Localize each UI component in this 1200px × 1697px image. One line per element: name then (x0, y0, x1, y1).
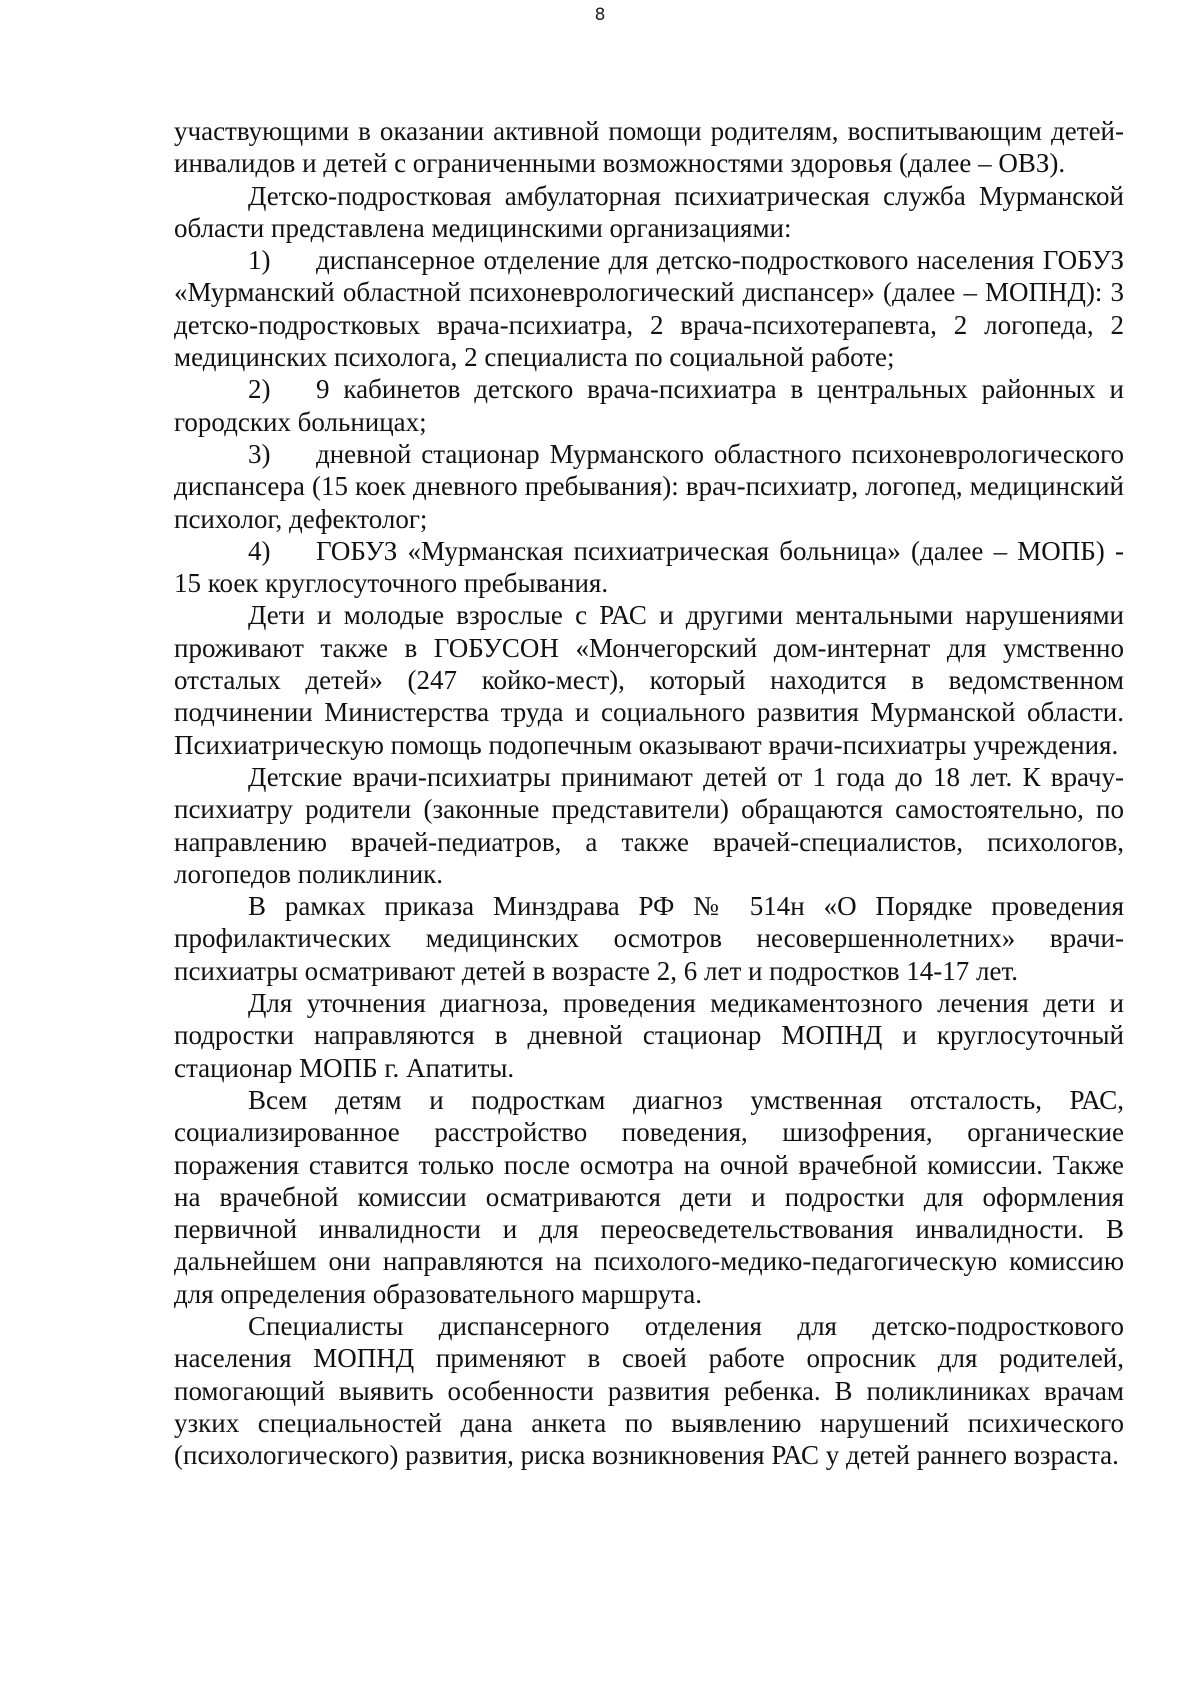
paragraph-order-514n: В рамках приказа Минздрава РФ № 514н «О Порядке проведения профилактических медицинских осмотров несовершеннолетних» врачи-психиатры осматривают детей в возрасте 2, 6 лет и подростков 14-17 лет. (174, 891, 1124, 986)
document-body (174, 115, 1124, 1471)
list-item-number: 1) (248, 245, 271, 276)
paragraph-diagnosis: Для уточнения диагноза, проведения медикаментозного лечения дети и подростки направляются в дневной стационар МОПНД и круглосуточный стационар МОПБ г. Апатиты. (174, 988, 1124, 1083)
paragraph-continuation: участвующими в оказании активной помощи родителям, воспитывающим детей-инвалидов и детей с ограниченными возможностями здоровья (далее – ОВЗ). (174, 116, 1124, 179)
list-item-number: 3) (248, 438, 271, 469)
list-item-2 (174, 373, 1124, 438)
list-item-3 (174, 438, 1124, 535)
paragraph-age-range: Детские врачи-психиатры принимают детей от 1 года до 18 лет. К врачу-психиатру родители (законные представители) обращаются самостоятельно, по направлению врачей-педиатров, а также врачей-специалистов, психологов, логопедов поликлиник. (174, 761, 1124, 889)
page-number: 8 (594, 5, 606, 25)
list-item-4 (174, 535, 1124, 600)
list-item-text: 9 кабинетов детского врача-психиатра в центральных районных и городских больницах; (174, 374, 1124, 437)
paragraph-commission: Всем детям и подросткам диагноз умственная отсталость, РАС, социализированное расстройство поведения, шизофрения, органические поражения ставится только после осмотра на очной врачебной комиссии. Также на врачебной комиссии осматриваются дети и подростки для оформления первичной инвалидности и для переосведетельствования инвалидности. В дальнейшем они направляются на психолого-медико-педагогическую комиссию для определения образовательного маршрута. (174, 1084, 1124, 1309)
list-item-number: 4) (248, 535, 271, 566)
paragraph-service-intro: Детско-подростковая амбулаторная психиатрическая служба Мурманской области представлена медицинскими организациями: (174, 180, 1124, 243)
list-item-1 (174, 244, 1124, 373)
paragraph-questionnaire: Специалисты диспансерного отделения для детско-подросткового населения МОПНД применяют в своей работе опросник для родителей, помогающий выявить особенности развития ребенка. В поликлиниках врачам узких специальностей дана анкета по выявлению нарушений психического (психологического) развития, риска возникновения РАС у детей раннего возраста. (174, 1310, 1124, 1471)
list-item-text: ГОБУЗ «Мурманская психиатрическая больница» (далее – МОПБ) - 15 коек круглосуточного пребывания. (174, 535, 1124, 599)
paragraph-residential: Дети и молодые взрослые с РАС и другими ментальными нарушениями проживают также в ГОБУСОН «Мончегорский дом-интернат для умственно отсталых детей» (247 койко-мест), который находится в ведомственном подчинении Министерства труда и социального развития Мурманской области. Психиатрическую помощь подопечным оказывают врачи-психиатры учреждения. (174, 600, 1124, 760)
list-item-text: диспансерное отделение для детско-подросткового населения ГОБУЗ «Мурманский областной психоневрологический диспансер» (далее – МОПНД): 3 детско-подростковых врача-психиатра, 2 врача-психотерапевта, 2 логопеда, 2 медицинских психолога, 2 специалиста по социальной работе; (174, 245, 1124, 373)
list-item-text: дневной стационар Мурманского областного психоневрологического диспансера (15 коек дневного пребывания): врач-психиатр, логопед, медицинский психолог, дефектолог; (174, 438, 1124, 534)
list-item-number: 2) (248, 374, 271, 405)
